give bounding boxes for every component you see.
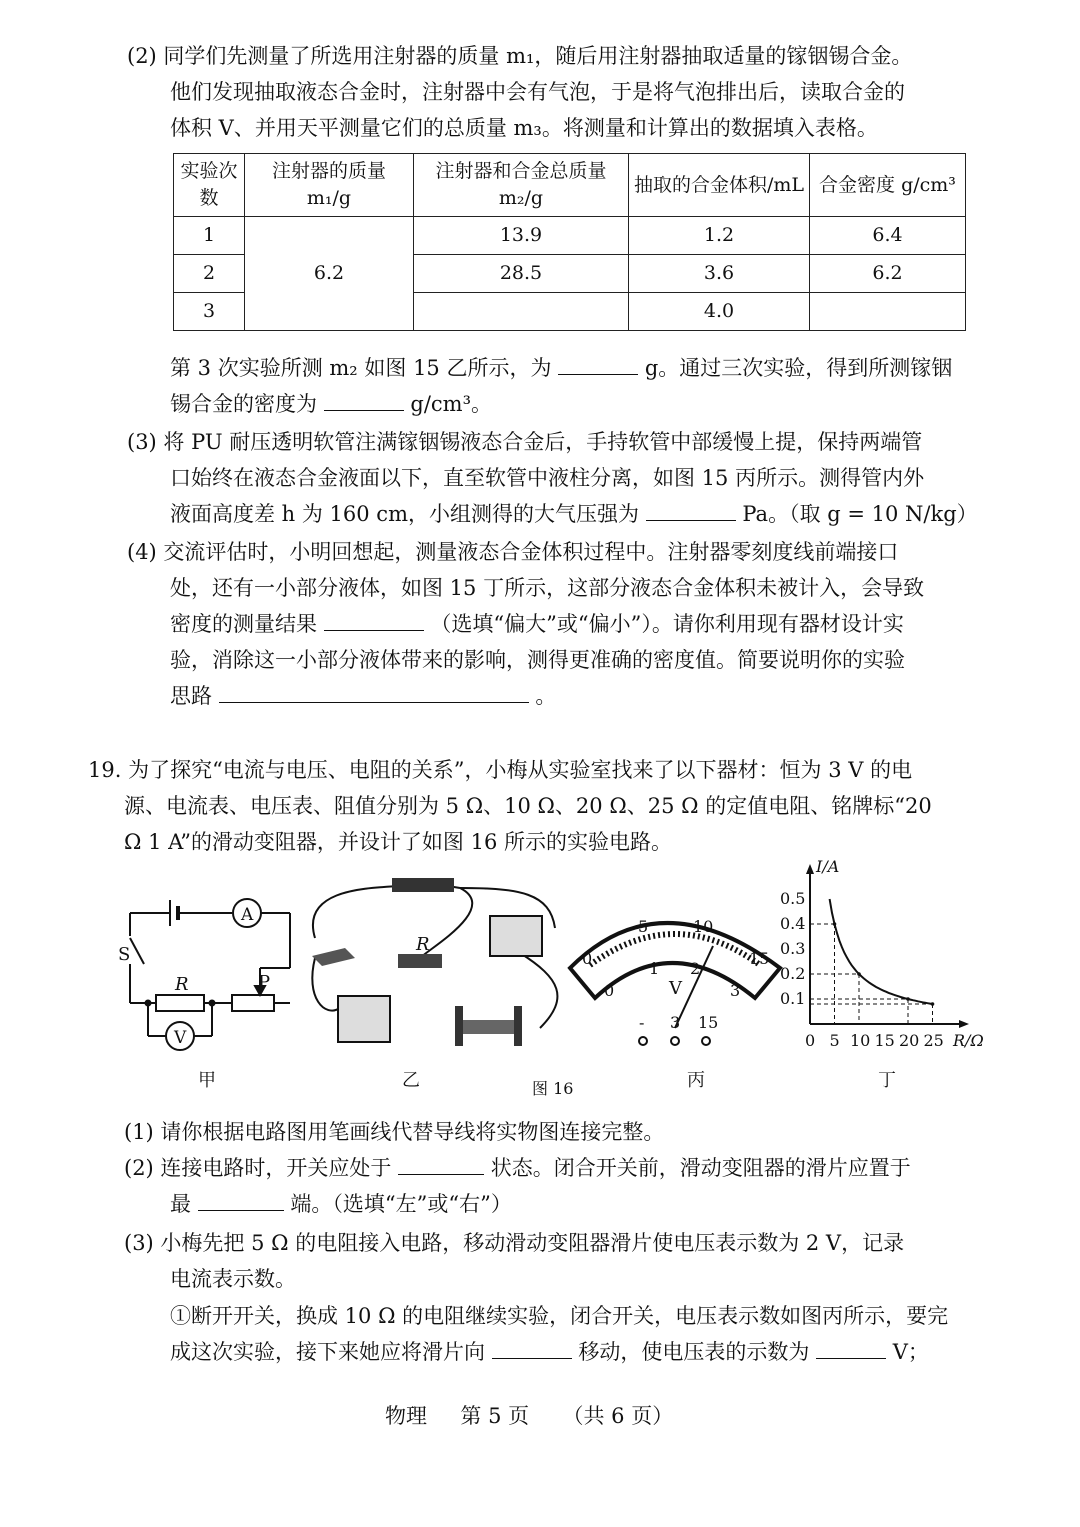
table-cell: 28.5 [414,255,629,293]
x-tick-label: 20 [899,1031,920,1050]
q19-sub3-line3: ①断开开关，换成 10 Ω 的电阻继续实验，闭合开关，电压表示数如图丙所示，要完 [170,1304,949,1328]
text-segment: 思路 [170,684,212,708]
terminal-label: 3 [670,1013,681,1032]
battery-box [392,878,454,892]
q19-sub3-line4 [170,1334,929,1370]
x-tick-label: 0 [805,1031,816,1050]
text-segment: 。 [535,684,557,708]
y-tick-label: 0.4 [780,914,806,933]
figure-caption: 图 16 [532,1079,574,1098]
text-segment: 第 3 次实验所测 m₂ 如图 15 乙所示，为 [170,356,552,380]
answer-blank[interactable] [198,1188,284,1211]
table-cell: 1.2 [629,217,810,255]
subfigure-label: 乙 [402,1070,420,1091]
q19-stem-line3: Ω 1 A”的滑动变阻器，并设计了如图 16 所示的实验电路。 [124,830,673,854]
terminal-icon [702,1037,710,1045]
x-tick-label: 25 [923,1031,944,1050]
text-segment: 锡合金的密度为 [170,392,317,416]
switch-picture [312,948,355,966]
resistor-symbol [156,995,204,1011]
rheostat-symbol [232,995,274,1011]
dial-bottom-scale-label: 3 [730,981,741,1000]
answer-blank[interactable] [816,1336,886,1359]
voltmeter-picture [338,996,390,1042]
dial-bottom-scale-label: 1 [649,959,660,978]
text-segment: 液面高度差 h 为 160 cm，小组测得的大气压强为 [170,502,639,526]
table-header: 实验次数 [174,154,245,217]
text-segment: 密度的测量结果 [170,612,317,636]
table-cell-syringe-mass: 6.2 [245,217,414,331]
table-header: 抽取的合金体积/mL [629,154,810,217]
y-tick-label: 0.2 [780,964,806,983]
slider-label: P [258,972,271,993]
y-axis-arrow [806,864,814,874]
q19-sub3-line2: 电流表示数。 [170,1267,296,1291]
q18-part2-line2: 他们发现抽取液态合金时，注射器中会有气泡，于是将气泡排出后，读取合金的 [170,80,905,104]
answer-blank[interactable] [324,388,404,411]
dial-top-scale-label: 10 [693,917,714,936]
resistor-picture [398,954,442,968]
text-segment: 最 [170,1192,191,1216]
data-table [173,153,966,331]
y-axis-label: I/A [816,857,840,876]
table-cell: 1 [174,217,245,255]
q18-part4-line4: 验，消除这一小部分液体带来的影响，测得更准确的密度值。简要说明你的实验 [170,648,905,672]
switch-label: S [118,944,131,965]
q18-part4-line1: (4) 交流评估时，小明回想起，测量液态合金体积过程中。注射器零刻度线前端接口 [127,540,899,564]
switch-symbol [130,938,144,964]
voltmeter-label: V [174,1028,187,1048]
answer-blank[interactable] [646,498,736,521]
table-cell: 6.2 [810,255,966,293]
q18-part4-line5 [170,678,556,714]
x-tick-label: 5 [829,1031,840,1050]
y-tick-label: 0.1 [780,989,806,1008]
q19-stem-line1: 19. 为了探究“电流与电压、电阻的关系”，小梅从实验室找来了以下器材：恒为 3 V 的电 [88,758,913,782]
footer-total: （共 6 页） [562,1404,674,1428]
q18-part2-line1: (2) 同学们先测量了所选用注射器的质量 m₁，随后用注射器抽取适量的镓铟锡合金。 [127,44,913,68]
answer-blank[interactable] [492,1336,572,1359]
dial-top-scale-label: 0 [582,949,593,968]
table-cell: 6.4 [810,217,966,255]
q18-part3-line1: (3) 将 PU 耐压透明软管注满镓铟锡液态合金后，手持软管中部缓慢上提，保持两端管 [127,430,923,454]
subfigure-label: 丁 [878,1070,896,1091]
physical-resistor-label: R [416,934,430,955]
x-axis-label: R/Ω [953,1031,984,1050]
text-segment: 状态。闭合开关前，滑动变阻器的滑片应置于 [490,1156,911,1180]
terminal-icon [639,1037,647,1045]
text-segment: 端。（选填“左”或“右”） [290,1192,512,1216]
table-row [174,217,966,255]
q19-sub3-line1: (3) 小梅先把 5 Ω 的电阻接入电路，移动滑动变阻器滑片使电压表示数为 2 V，记录 [124,1231,905,1255]
dial-bottom-scale-label: 2 [690,959,701,978]
text-segment: V； [892,1340,929,1364]
page-footer [385,1398,673,1434]
answer-blank[interactable] [398,1152,484,1175]
q19-sub2-line1 [124,1150,911,1186]
table-cell [414,293,629,331]
table-cell [810,293,966,331]
footer-subject: 物理 [385,1404,427,1428]
x-tick-label: 10 [850,1031,871,1050]
table-cell: 13.9 [414,217,629,255]
footer-page: 第 5 页 [460,1404,530,1428]
text-segment: 移动，使电压表的示数为 [578,1340,810,1364]
dial-top-scale-label: 5 [638,917,649,936]
table-header: 合金密度 g/cm³ [810,154,966,217]
table-header: 注射器的质量 m₁/g [245,154,414,217]
series-curve [830,899,933,1004]
q18-part2-line3: 体积 V、并用天平测量它们的总质量 m₃。将测量和计算出的数据填入表格。 [170,116,878,140]
subfigure-label: 丙 [687,1070,705,1091]
terminal-icon [671,1037,679,1045]
ammeter-picture [490,916,542,956]
dial-top-scale-label: 15 [749,949,770,968]
ammeter-label: A [241,905,254,925]
text-segment: g。通过三次实验，得到所测镓铟 [644,356,953,380]
table-cell: 4.0 [629,293,810,331]
text-segment: （选填“偏大”或“偏小”）。请你利用现有器材设计实 [430,612,904,636]
q19-stem-line2: 源、电流表、电压表、阻值分别为 5 Ω、10 Ω、20 Ω、25 Ω 的定值电阻、铭牌标“20 [124,794,932,818]
table-cell: 3 [174,293,245,331]
text-segment: (2) 连接电路时，开关应处于 [124,1156,392,1180]
q19-sub1: (1) 请你根据电路图用笔画线代替导线将实物图连接完整。 [124,1120,665,1144]
text-segment: Pa。（取 g = 10 N/kg） [742,502,978,526]
i-r-chart [780,857,984,1050]
subfigure-label: 甲 [198,1070,216,1091]
terminal-label: - [639,1013,645,1032]
rheostat-picture [458,1020,518,1034]
table-header-row [174,154,966,217]
table-cell: 3.6 [629,255,810,293]
resistor-label: R [175,974,189,995]
q18-after-table-line2 [170,386,492,422]
answer-blank[interactable] [558,352,638,375]
text-segment: 成这次实验，接下来她应将滑片向 [170,1340,485,1364]
table-header: 注射器和合金总质量 m₂/g [414,154,629,217]
q18-part4-line2: 处，还有一小部分液体，如图 15 丁所示，这部分液态合金体积未被计入，会导致 [170,576,925,600]
dial-bottom-scale-label: 0 [604,981,615,1000]
q18-part3-line3 [170,496,978,532]
q18-after-table-line1 [170,350,952,386]
answer-blank[interactable] [324,608,424,631]
q18-part4-line3 [170,606,904,642]
table-cell: 2 [174,255,245,293]
x-axis-arrow [959,1020,969,1028]
figure-16 [100,857,990,1098]
q18-part3-line2: 口始终在液态合金液面以下，直至软管中液柱分离，如图 15 丙所示。测得管内外 [170,466,925,490]
y-tick-label: 0.3 [780,939,806,958]
x-tick-label: 15 [874,1031,895,1050]
dial-unit: V [669,978,682,999]
terminal-label: 15 [698,1013,719,1032]
answer-blank[interactable] [219,680,529,703]
y-tick-label: 0.5 [780,889,806,908]
q19-sub2-line2 [170,1186,512,1222]
apparatus-picture [312,878,557,1046]
text-segment: g/cm³。 [410,392,492,416]
